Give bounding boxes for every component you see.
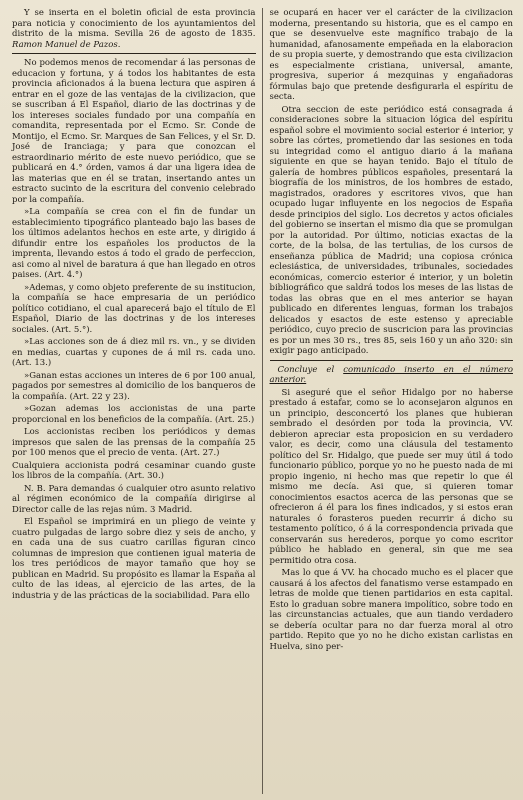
paragraph: »Gozan ademas los accionistas de una parte proporcional en los beneficios de la compañía. (Art. 25.)	[12, 404, 256, 425]
paragraph: »Las acciones son de á diez mil rs. vn., y se dividen en medias, cuartas y cupones de á mil rs. cada uno. (Art. 13.)	[12, 337, 256, 368]
paragraph: »La compañía se crea con el fin de fundar un establecimiento tipográfico planteado bajo las bases de los últimos adelantos hechos en este arte, y dirigido á difundir entre los españoles los productos de la imprenta, llevando estos á todo el grado de perfeccion, asi como al nivel de baratura á que han llegado en otros paises. (Art. 4.°)	[12, 207, 256, 280]
section-rule	[270, 360, 514, 361]
paragraph: Otra seccion de este periódico está consagrada á consideraciones sobre la situacion lógica del espíritu español sobre el movimiento social esterior é interior, y sobre las córtes, prometiendo dar las sesiones en toda su integridad como el antiguo diario á la mañana siguiente en que se hayan tenido. Bajo el título de galería de hombres públicos españoles, presentará la biografía de los ministros, de los hombres de estado, magistrados, oradores y escritores vivos, que han ocupado lugar influyente en los negocios de España desde principios del siglo. Los decretos y actos oficiales del gobierno se insertan el mismo dia que se promulgan por la autoridad. Por último, noticias exactas de la corte, de la bolsa, de las tertulias, de los cursos de enseñanza pública de Madrid; una copiosa crónica eclesiástica, de universidades, tribunales, sociedades económicas, comercio esterior é interior, y un boletin bibliográfico que saldrá todos los meses de las listas de todas las obras que en el mes anterior se hayan publicado en diferentes lenguas, forman los trabajos delicados y esactos de este estenso y apreciable periódico, cuyo precio de suscricion para las provincias es por un mes 30 rs., tres 85, seis 160 y un año 320: sin exigir pago anticipado.	[269, 104, 513, 356]
right-column	[270, 8, 514, 794]
paragraph: se ocupará en hacer ver el carácter de la civilizacion moderna, presentando su historia, que es el campo en que se desenvuelve este magnífico trabajo de la humanidad, afanosamente empeñada en la elaboracion de su propia suerte, y demostrando que esta civilizacion es especialmente cristiana, universal, amante, progresiva, superior á mezquinas y engañadoras fórmulas bajo que pretende desfigurarla el espíritu de secta.	[269, 8, 513, 102]
left-column	[12, 8, 260, 794]
paragraph: Si aseguré que el señor Hidalgo por no haberse prestado á estafar, como se lo aconsejaron algunos en un principio, desconcertó los planes que hubieran sembrado el desórden por toda la provincia, VV. debieron apreciar esta proposicion en su verdadero valor, es decir, como una cláusula del testamento político del Sr. Hidalgo, que puede ser muy útil á todo funcionario público, porque yo no he puesto nada de mi propio ingenio, ni hecho mas que repetir lo que él mismo me decía. Asi que, si quieren tomar conocimientos esactos acerca de las personas que se ofrecieron á él para los fines indicados, y si estos eran naturales ó forasteros pueden recurrir á dicho su testamento político, ó á la correspondencia privada que conservarán sus herederos, porque yo como escritor público he hablado en general, sin que me sea permitido otra cosa.	[269, 387, 513, 566]
section-rule	[12, 53, 256, 54]
paragraph: El Español se imprimirá en un pliego de veinte y cuatro pulgadas de largo sobre diez y seis de ancho, y en cada una de sus cuatro carillas figuran cinco columnas de impresion que contienen igual materia de los tres periódicos de mayor tamaño que hoy se publican en Madrid. Su propósito es llamar la España al culto de las ideas, al ejercicio de las artes, de la industria y de las prácticas de la sociabilidad. Para ello	[12, 517, 256, 601]
paragraph: Cualquiera accionista podrá cesaminar cuando guste los libros de la compañía. (Art. 30.)	[12, 460, 256, 481]
signature: Ramon Manuel de Pazos.	[12, 39, 121, 50]
paragraph: Mas lo que á VV. ha chocado mucho es el placer que causará á los afectos del fanatismo verse estampado en letras de molde que tienen partidarios en esta capital. Esto lo graduan sobre manera impolítico, sobre todo en las circunstancias actuales, que aun tiando verdadero se debería ocultar para no dar fuerza moral al otro partido. Repito que yo no he dicho existan carlistas en Huelva, sino per-	[269, 568, 513, 652]
paragraph: »Ganan estas acciones un interes de 6 por 100 anual, pagados por semestres al domicilio de los banqueros de la compañía. (Art. 22 y 23).	[12, 370, 256, 402]
paragraph: »Ademas, y como objeto preferente de su institucion, la compañía se hace empresaria de un periódico político cotidiano, el cual aparecerá bajo el título de El Español, Diario de las doctrinas y de los intereses sociales. (Art. 5.°).	[12, 282, 256, 335]
official-notice: Y se inserta en el boletin oficial de esta provincia para noticia y conocimiento de los ayuntamientos del distrito de la misma. Sevilla 26 de agosto de 1835. Ramon Manuel de Pazos.	[12, 8, 256, 50]
column-divider	[262, 8, 263, 794]
paragraph: N. B. Para demandas ó cualquier otro asunto relativo al régimen económico de la compañía dirigirse al Director calle de las rejas núm. 3 Madrid.	[12, 483, 256, 515]
paragraph: No podemos menos de recomendar á las personas de educacion y fortuna, y á todos los habitantes de esta provincia aficionados á la buena lectura que aspiren á entrar en el goze de las ventajas de la civilizacion, que se suscriban á El Español, diario de las doctrinas y de los intereses sociales fundado por una compañía en comandita, representada por el Ecmo. Sr. Conde de Montijo, el Ecmo. Sr. Marques de San Felices, y el Sr. D. José de Iranciaga; y para que conozcan el estraordinario mérito de este nuevo periódico, que se publicará en 4.° órden, vamos á dar una ligera idea de las materias que en él se tratan, insertando antes un estracto sucinto de la escritura del convenio celebrado por la compañía.	[12, 58, 256, 205]
paragraph: Los accionistas reciben los periódicos y demas impresos que salen de las prensas de la compañía 25 por 100 menos que el precio de venta. (Art. 27.)	[12, 427, 256, 458]
article-heading: Concluye el comunicado inserto en el número anterior.	[269, 364, 513, 385]
